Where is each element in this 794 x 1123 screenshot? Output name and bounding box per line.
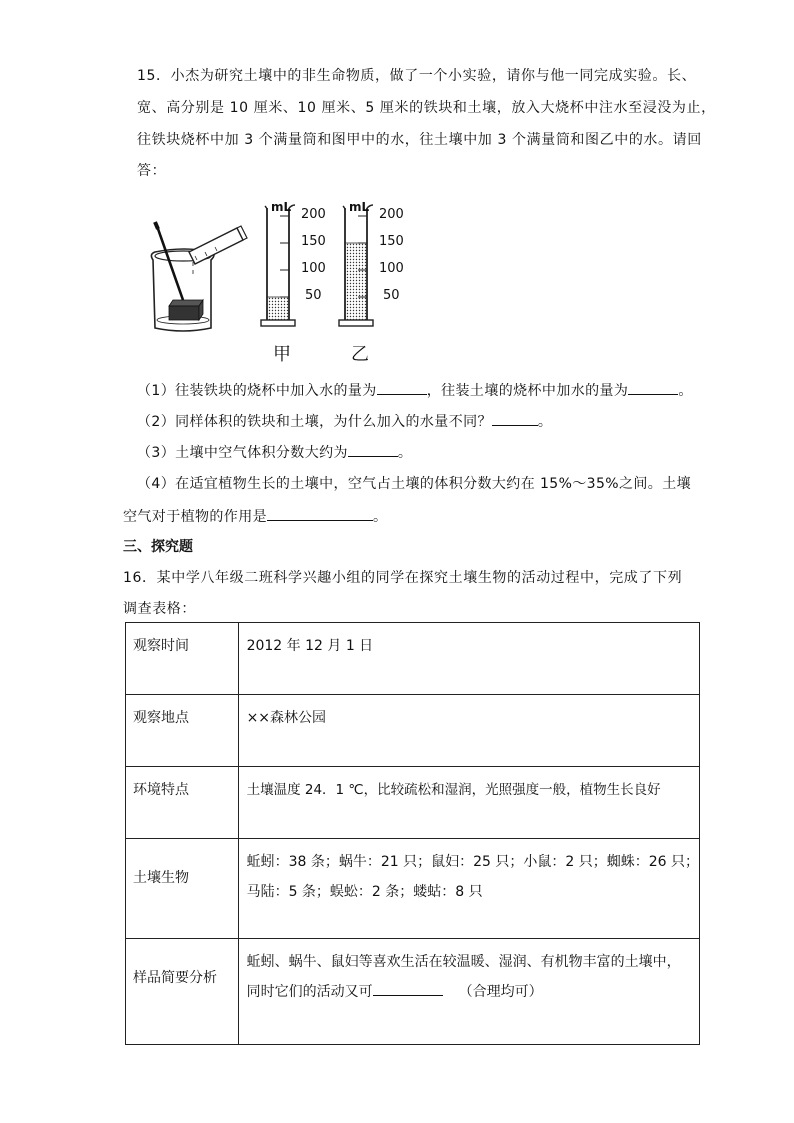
q15-sub-1 (137, 379, 693, 402)
q16-line-2: 调查表格： (123, 601, 196, 617)
row-value (238, 767, 699, 839)
row-label-text: 土壤生物 (133, 870, 189, 886)
q16-line-1: 16．某中学八年级二班科学兴趣小组的同学在探究土壤生物的活动过程中，完成了下列 (123, 570, 683, 586)
tick-label: 150 (301, 234, 326, 249)
q15-sub-2-text-a: （2）同样体积的铁块和土壤，为什么加入的水量不同？ (137, 414, 492, 430)
q15-sub-3-text-a: （3）土壤中空气体积分数大约为 (137, 445, 348, 461)
tick-label: 200 (379, 207, 404, 222)
experiment-figure (145, 192, 415, 365)
q15-line-4: 答： (137, 163, 167, 179)
beaker-with-iron-block (151, 222, 247, 331)
row-value-line-2 (247, 977, 699, 1007)
row-value-text: 2012 年 12 月 1 日 (246, 638, 374, 654)
q15-sub-1-text-c: 。 (678, 383, 693, 399)
row-value-line-2-note: （合理均可） (458, 984, 543, 1000)
water-column (267, 297, 289, 320)
table-row (126, 623, 700, 695)
q15-sub-2-text-b: 。 (537, 414, 553, 430)
cylinder-base (339, 320, 373, 326)
tick-label: 200 (301, 207, 326, 222)
q15-sub-1-text-b: ，往装土壤的烧杯中加水的量为 (426, 383, 629, 399)
pouring-cylinder (189, 226, 247, 264)
label-jia: 甲 (273, 344, 291, 365)
q15-sub-3-text-b: 。 (397, 445, 413, 461)
q15-line-1: 15．小杰为研究土壤中的非生命物质，做了一个小实验，请你与他一同完成实验。长、 (137, 68, 697, 84)
answer-blank[interactable] (628, 379, 678, 395)
tick-label: 50 (383, 288, 400, 303)
row-label-text: 样品简要分析 (133, 970, 217, 986)
row-label (126, 695, 239, 767)
q15-sub-1-text-a: （1）往装铁块的烧杯中加入水的量为 (137, 383, 377, 399)
row-value (238, 695, 699, 767)
q15-line-3: 往铁块烧杯中加 3 个满量筒和图甲中的水，往土壤中加 3 个满量筒和图乙中的水。请回 (137, 132, 702, 148)
table-row (126, 939, 700, 1045)
answer-blank[interactable] (373, 980, 443, 996)
unit-label-jia: mL (271, 200, 292, 214)
answer-blank[interactable] (348, 441, 398, 457)
tick-label: 100 (301, 261, 326, 276)
water-column (345, 243, 367, 320)
row-value (238, 939, 699, 1045)
q15-sub-4-text-b: 空气对于植物的作用是 (123, 509, 267, 525)
row-value (238, 839, 699, 939)
row-label-text: 观察地点 (133, 710, 189, 726)
row-label (126, 767, 239, 839)
table-row (126, 839, 700, 939)
row-label-text: 环境特点 (133, 782, 189, 798)
cylinder-base (261, 320, 295, 326)
answer-blank[interactable] (377, 379, 427, 395)
row-label (126, 623, 239, 695)
survey-table (125, 622, 700, 1045)
row-value-line-2: 马陆：5 条；蜈蚣：2 条；蝼蛄：8 只 (246, 884, 483, 900)
q15-sub-3 (137, 441, 412, 464)
row-value-line-1: 蚯蚓：38 条；蜗牛：21 只；鼠妇：25 只；小鼠：2 只；蜘蛛：26 只； (246, 854, 699, 870)
row-label (126, 939, 239, 1045)
section-title: 三、探究题 (123, 539, 193, 555)
row-value-lines (247, 939, 699, 1007)
row-value-text: 土壤温度 24．1 ℃，比较疏松和湿润，光照强度一般，植物生长良好 (246, 782, 661, 798)
label-yi: 乙 (351, 344, 369, 365)
row-value-line-2-text: 同时它们的活动又可 (246, 984, 373, 1000)
tick-label: 150 (379, 234, 404, 249)
q15-line-2: 宽、高分别是 10 厘米、10 厘米、5 厘米的铁块和土壤，放入大烧杯中注水至浸没为止， (137, 100, 716, 116)
row-value-lines (247, 839, 699, 907)
q15-sub-4-text-c: 。 (373, 509, 388, 525)
unit-label-yi: mL (349, 200, 370, 214)
table-row (126, 767, 700, 839)
row-value (238, 623, 699, 695)
row-label (126, 839, 239, 939)
table-row (126, 695, 700, 767)
tick-label: 100 (379, 261, 404, 276)
answer-blank[interactable] (267, 505, 373, 521)
row-label-text: 观察时间 (133, 638, 189, 654)
answer-blank[interactable] (492, 410, 538, 426)
glass-rod (157, 226, 183, 300)
tick-label: 50 (305, 288, 322, 303)
q15-sub-4-line-2 (123, 505, 387, 528)
row-value-text: ××森林公园 (246, 710, 327, 726)
q15-sub-2 (137, 410, 552, 433)
q15-sub-4-line-1: （4）在适宜植物生长的土壤中，空气占土壤的体积分数大约在 15%～35%之间。土壤 (137, 476, 691, 492)
row-value-line-1: 蚯蚓、蜗牛、鼠妇等喜欢生活在较温暖、湿润、有机物丰富的土壤中， (246, 954, 681, 970)
iron-block (169, 300, 203, 320)
